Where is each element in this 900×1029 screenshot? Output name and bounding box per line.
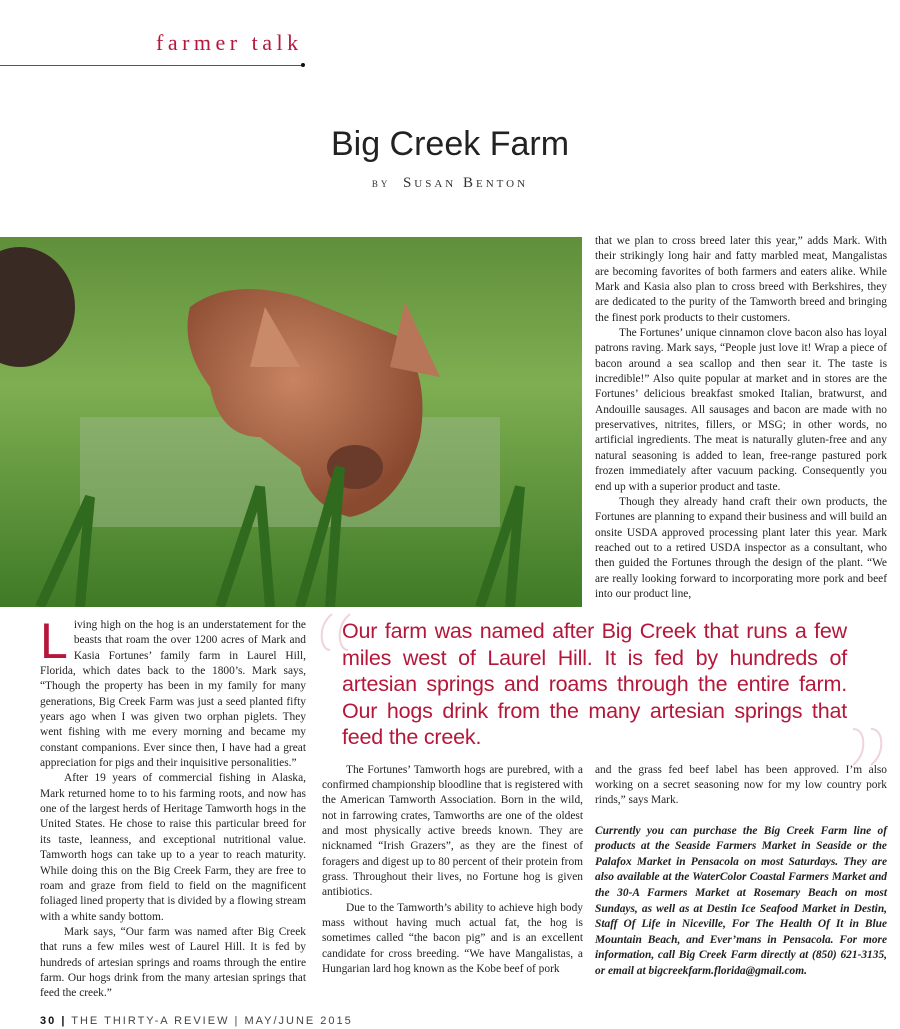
pull-quote-block	[322, 618, 887, 751]
article-title: Big Creek Farm	[330, 125, 570, 163]
close-quote-mark-icon	[847, 725, 887, 769]
page-footer	[40, 1014, 353, 1029]
section-label: farmer talk	[156, 30, 303, 55]
pig-photo	[0, 237, 582, 607]
pull-quote: Our farm was named after Big Creek that runs a few miles west of Laurel Hill. It is fed by hundreds of artesian springs and roams through the entire farm. Our hogs drink from the many artesian springs that feed the creek.	[342, 619, 847, 749]
top-row	[0, 237, 900, 607]
pig-in-grass-image	[0, 237, 582, 607]
page-number: 30	[40, 1014, 57, 1027]
footer-separator: |	[61, 1014, 67, 1027]
purchase-info: Currently you can purchase the Big Creek Farm line of products at the Seaside Farmers Market in Seaside or the Palafox Market in Pensacola on most Saturdays. They are also available at the WaterColor Coastal Farmers Market and the 30-A Farmers Market at Rosemary Beach on most Sundays, as well as at Destin Ice Seafood Market in Destin, Staff Of Life in Niceville, For The Health Of It in Blue Mountain Beach, and Ever’mans in Pensacola. For more information, call Big Creek Farm directly at (850) 621-3135, or email at bigcreekfarm.florida@gmail.com.	[595, 824, 887, 977]
section-rule-dot	[301, 63, 305, 67]
article-column-right-bottom	[595, 763, 887, 980]
paragraph: Mark says, “Our farm was named after Big Creek that runs a few miles west of Laurel Hill. It is fed by hundreds of artesian springs and roams through the entire farm. Our hogs drink from the many artesian springs that feed the creek.”	[40, 925, 306, 1000]
paragraph: After 19 years of commercial fishing in Alaska, Mark returned home to to his farming roots, and now has one of the largest herds of Heritage Tamworth hogs in the United States. He chose to raise this particular breed for its taste, leanness, and exceptional nutritional value. Tamworth hogs can take up to a year to reach maturity. While doing this on the Big Creek Farm, they are free to roam and graze from field to field on the magnificent foliaged lined property that is divided by a flowing stream with a white sandy bottom.	[40, 772, 306, 923]
publication-name: THE THIRTY-A REVIEW	[71, 1014, 230, 1027]
bottom-row	[0, 613, 900, 1029]
paragraph	[40, 613, 306, 771]
footer-separator: |	[234, 1014, 240, 1027]
lower-columns	[322, 763, 887, 980]
drop-cap: L	[40, 613, 68, 669]
paragraph: and the grass fed beef label has been approved. I’m also working on a secret seasoning now for my low country pork rinds,” says Mark.	[595, 763, 887, 807]
paragraph: that we plan to cross breed later this year,” adds Mark. With their strikingly long hair and fatty marbled meat, Mangalistas are becoming favorites of both farmers and eaters alike. While Mark and Kasia also plan to cross breed with Berkshires, they are dedicated to the purity of the Tamworth breed and bringing the finest pork products to their customers.	[595, 235, 887, 324]
paragraph: The Fortunes’ Tamworth hogs are purebred, with a confirmed championship bloodline that is registered with the American Tamworth Association. Born in the wild, not in farrowing crates, Tamworths are one of the oldest and most physically active breeds known. They are nicknamed “Irish Grazers”, as they are the finest of foragers and digest up to 80 percent of their protein from grass. Throughout their lives, no Fortune hog is given antibiotics.	[322, 763, 583, 899]
right-area	[322, 618, 887, 979]
byline	[0, 175, 900, 192]
article-column-left	[40, 613, 353, 1029]
article-column-middle	[322, 763, 583, 980]
author-name: Susan Benton	[402, 175, 529, 191]
section-rule	[0, 65, 303, 66]
issue-date: MAY/JUNE 2015	[244, 1014, 353, 1027]
paragraph: The Fortunes’ unique cinnamon clove bacon also has loyal patrons raving. Mark says, “People just love it! Wrap a piece of bacon around a sea scallop and then sear it. The taste is incredible!” Also quite popular at market and in stores are the Fortunes’ delicious breakfast smoked Italian, bratwurst, and Andouille sausages. All sausages and bacon are made with no preservatives, nitrites, fillers, or MSG; in other words, no artificial ingredients. The meat is naturally gluten-free and any natural seasoning is added to lean, free-range pastured pork frozen immediately after vacuum packing. Consequently you end up with a superior product and taste.	[595, 327, 887, 493]
paragraph: Due to the Tamworth’s ability to achieve high body mass without having much actual fat, the hog is sometimes called “the bacon pig” and is an excellent candidate for cross breeding. “We have Mangalistas, a Hungarian lard hog known as the Kobe beef of pork	[322, 901, 583, 975]
paragraph: Though they already hand craft their own products, the Fortunes are planning to expand their business and will build an onsite USDA approved processing plant later this year. Mark reached out to a retired USDA inspector as a consultant, who then guided the Fortunes through the design of the plant. “We are really looking forward to incorporating more pork and beef into our product line,	[595, 495, 887, 600]
byline-prefix: by	[371, 175, 391, 190]
opening-text: iving high on the hog is an understatement for the beasts that roam the over 1200 acres of Mark and Kasia Fortunes’ family farm in Laurel Hill, Florida, which dates back to the 1800’s. Mark says, “Though the property has been in my family for many generations, Big Creek Farm was just a seed planted fifty years ago when I was given two orphan piglets. They went fishing with me every morning and became my constant companions. Ever since then, I have had a great appreciation for pigs and their inquisitive personalities.”	[40, 619, 306, 770]
article-body	[0, 237, 900, 1029]
article-column-right-top	[595, 234, 887, 602]
